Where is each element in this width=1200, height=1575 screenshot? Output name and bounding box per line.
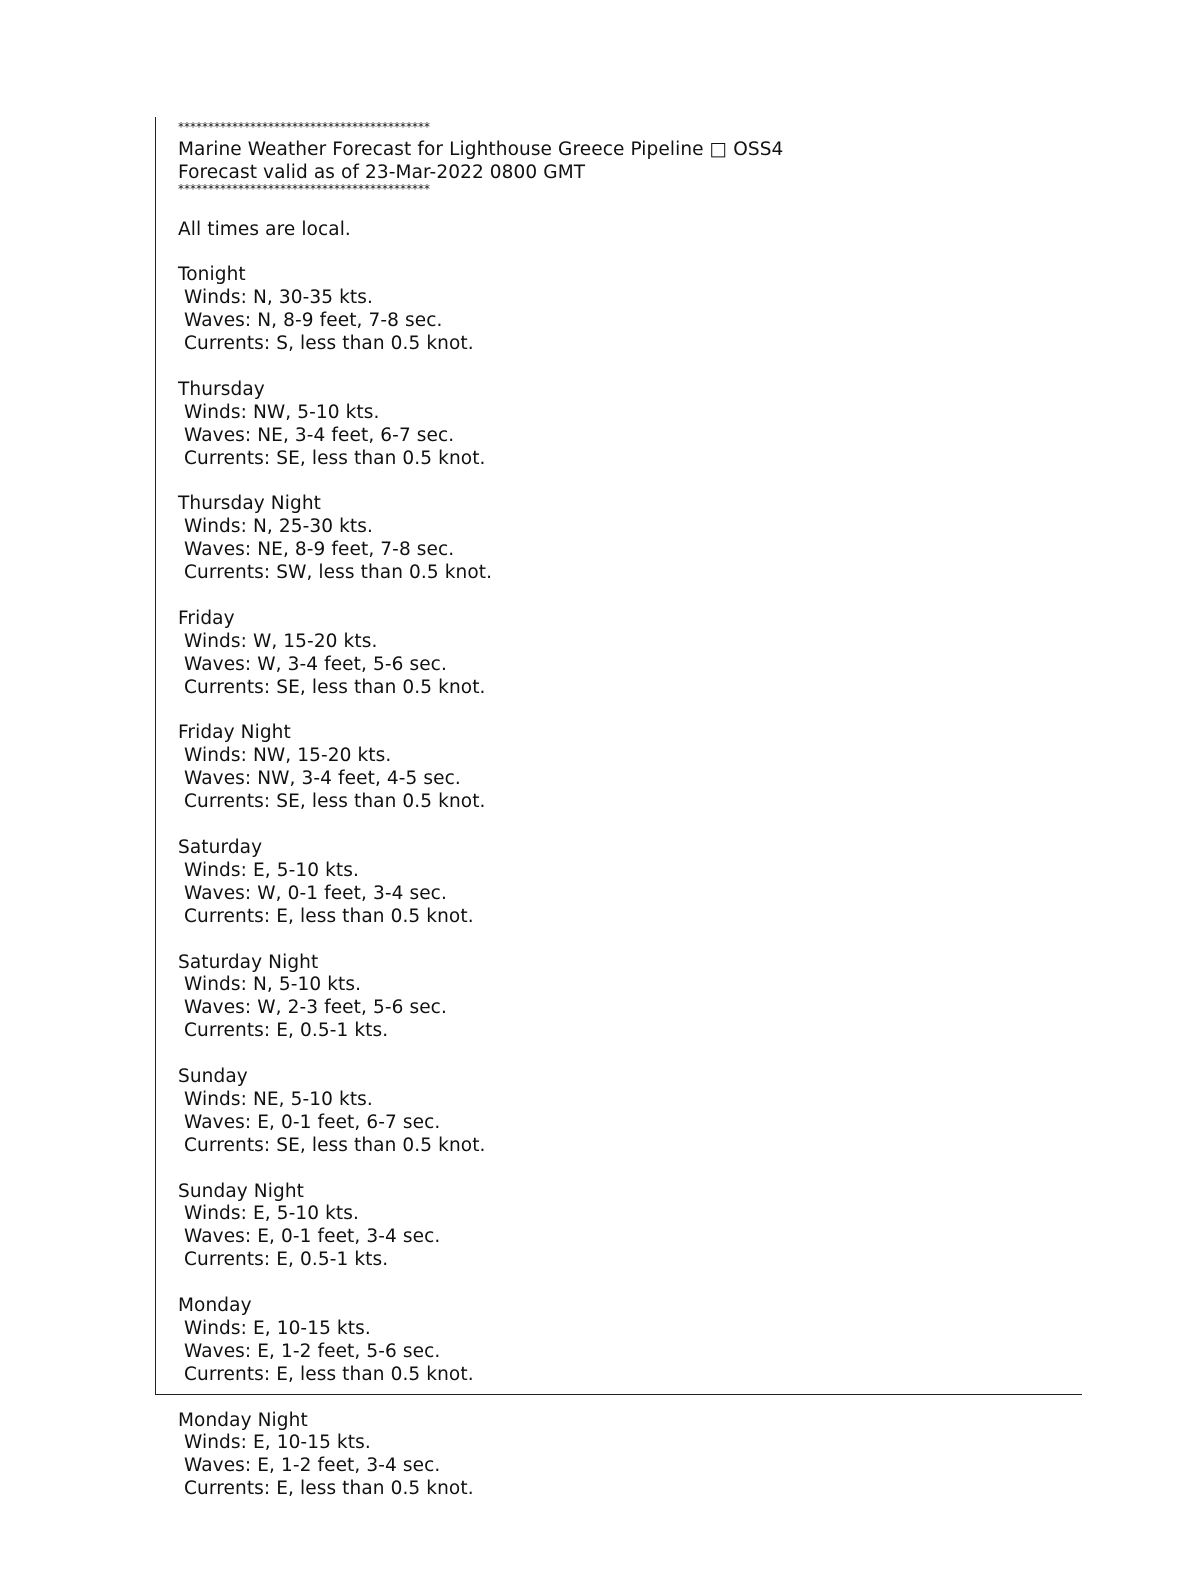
local-times-note: All times are local.: [178, 218, 351, 240]
period-waves: Waves: E, 0-1 feet, 3-4 sec.: [184, 1226, 441, 1248]
forecast-period: [178, 1295, 1058, 1387]
period-currents: Currents: E, less than 0.5 knot.: [184, 1363, 474, 1385]
period-currents: Currents: SE, less than 0.5 knot.: [184, 447, 486, 469]
period-currents: Currents: SE, less than 0.5 knot.: [184, 676, 486, 698]
forecast-period: [178, 837, 1058, 929]
period-name: Thursday Night: [178, 493, 322, 515]
period-currents: Currents: S, less than 0.5 knot.: [184, 333, 474, 355]
period-winds: Winds: E, 10-15 kts.: [184, 1317, 371, 1339]
period-name: Tonight: [178, 264, 246, 286]
period-currents: Currents: E, 0.5-1 kts.: [184, 1249, 389, 1271]
frame-left-border: [155, 117, 156, 1395]
asterisk-separator-bottom: ******************************************: [178, 181, 430, 196]
spacer: [178, 242, 1058, 265]
forecast-period: [178, 952, 1058, 1044]
spacer: [178, 196, 1058, 219]
forecast-title: Marine Weather Forecast for Lighthouse Greece Pipeline □ OSS4: [178, 138, 784, 160]
period-waves: Waves: W, 3-4 feet, 5-6 sec.: [184, 653, 447, 675]
period-winds: Winds: E, 5-10 kts.: [184, 859, 359, 881]
period-waves: Waves: NE, 3-4 feet, 6-7 sec.: [184, 424, 455, 446]
period-waves: Waves: E, 1-2 feet, 5-6 sec.: [184, 1340, 441, 1362]
period-waves: Waves: N, 8-9 feet, 7-8 sec.: [184, 310, 443, 332]
period-waves: Waves: E, 1-2 feet, 3-4 sec.: [184, 1455, 441, 1477]
period-name: Saturday Night: [178, 951, 319, 973]
forecast-period: [178, 493, 1058, 585]
forecast-period: [178, 722, 1058, 814]
period-winds: Winds: E, 10-15 kts.: [184, 1432, 371, 1454]
period-currents: Currents: SE, less than 0.5 knot.: [184, 791, 486, 813]
period-winds: Winds: N, 25-30 kts.: [184, 516, 373, 538]
period-winds: Winds: NE, 5-10 kts.: [184, 1088, 373, 1110]
period-name: Sunday: [178, 1066, 248, 1088]
period-currents: Currents: E, 0.5-1 kts.: [184, 1020, 389, 1042]
period-name: Monday Night: [178, 1409, 308, 1431]
period-currents: Currents: SW, less than 0.5 knot.: [184, 562, 493, 584]
period-waves: Waves: E, 0-1 feet, 6-7 sec.: [184, 1111, 441, 1133]
forecast-period: [178, 1410, 1058, 1502]
forecast-period: [178, 608, 1058, 700]
period-name: Friday Night: [178, 722, 291, 744]
period-name: Sunday Night: [178, 1180, 305, 1202]
forecast-periods: [178, 264, 1058, 1501]
period-waves: Waves: W, 2-3 feet, 5-6 sec.: [184, 997, 447, 1019]
period-waves: Waves: NE, 8-9 feet, 7-8 sec.: [184, 539, 455, 561]
forecast-period: [178, 1181, 1058, 1273]
forecast-valid-time: Forecast valid as of 23-Mar-2022 0800 GMT: [178, 161, 586, 183]
forecast-text: [178, 116, 1058, 1501]
forecast-period: [178, 379, 1058, 471]
period-winds: Winds: W, 15-20 kts.: [184, 630, 378, 652]
period-name: Saturday: [178, 836, 263, 858]
forecast-period: [178, 264, 1058, 356]
period-waves: Waves: W, 0-1 feet, 3-4 sec.: [184, 882, 447, 904]
period-name: Friday: [178, 607, 235, 629]
period-name: Monday: [178, 1295, 252, 1317]
period-currents: Currents: E, less than 0.5 knot.: [184, 905, 474, 927]
period-winds: Winds: E, 5-10 kts.: [184, 1203, 359, 1225]
period-winds: Winds: NW, 5-10 kts.: [184, 401, 380, 423]
asterisk-separator-top: ******************************************: [178, 120, 430, 134]
period-name: Thursday: [178, 378, 265, 400]
period-winds: Winds: N, 30-35 kts.: [184, 287, 373, 309]
period-currents: Currents: SE, less than 0.5 knot.: [184, 1134, 486, 1156]
period-currents: Currents: E, less than 0.5 knot.: [184, 1478, 474, 1500]
forecast-period: [178, 1066, 1058, 1158]
period-winds: Winds: N, 5-10 kts.: [184, 974, 362, 996]
period-winds: Winds: NW, 15-20 kts.: [184, 745, 392, 767]
period-waves: Waves: NW, 3-4 feet, 4-5 sec.: [184, 768, 461, 790]
